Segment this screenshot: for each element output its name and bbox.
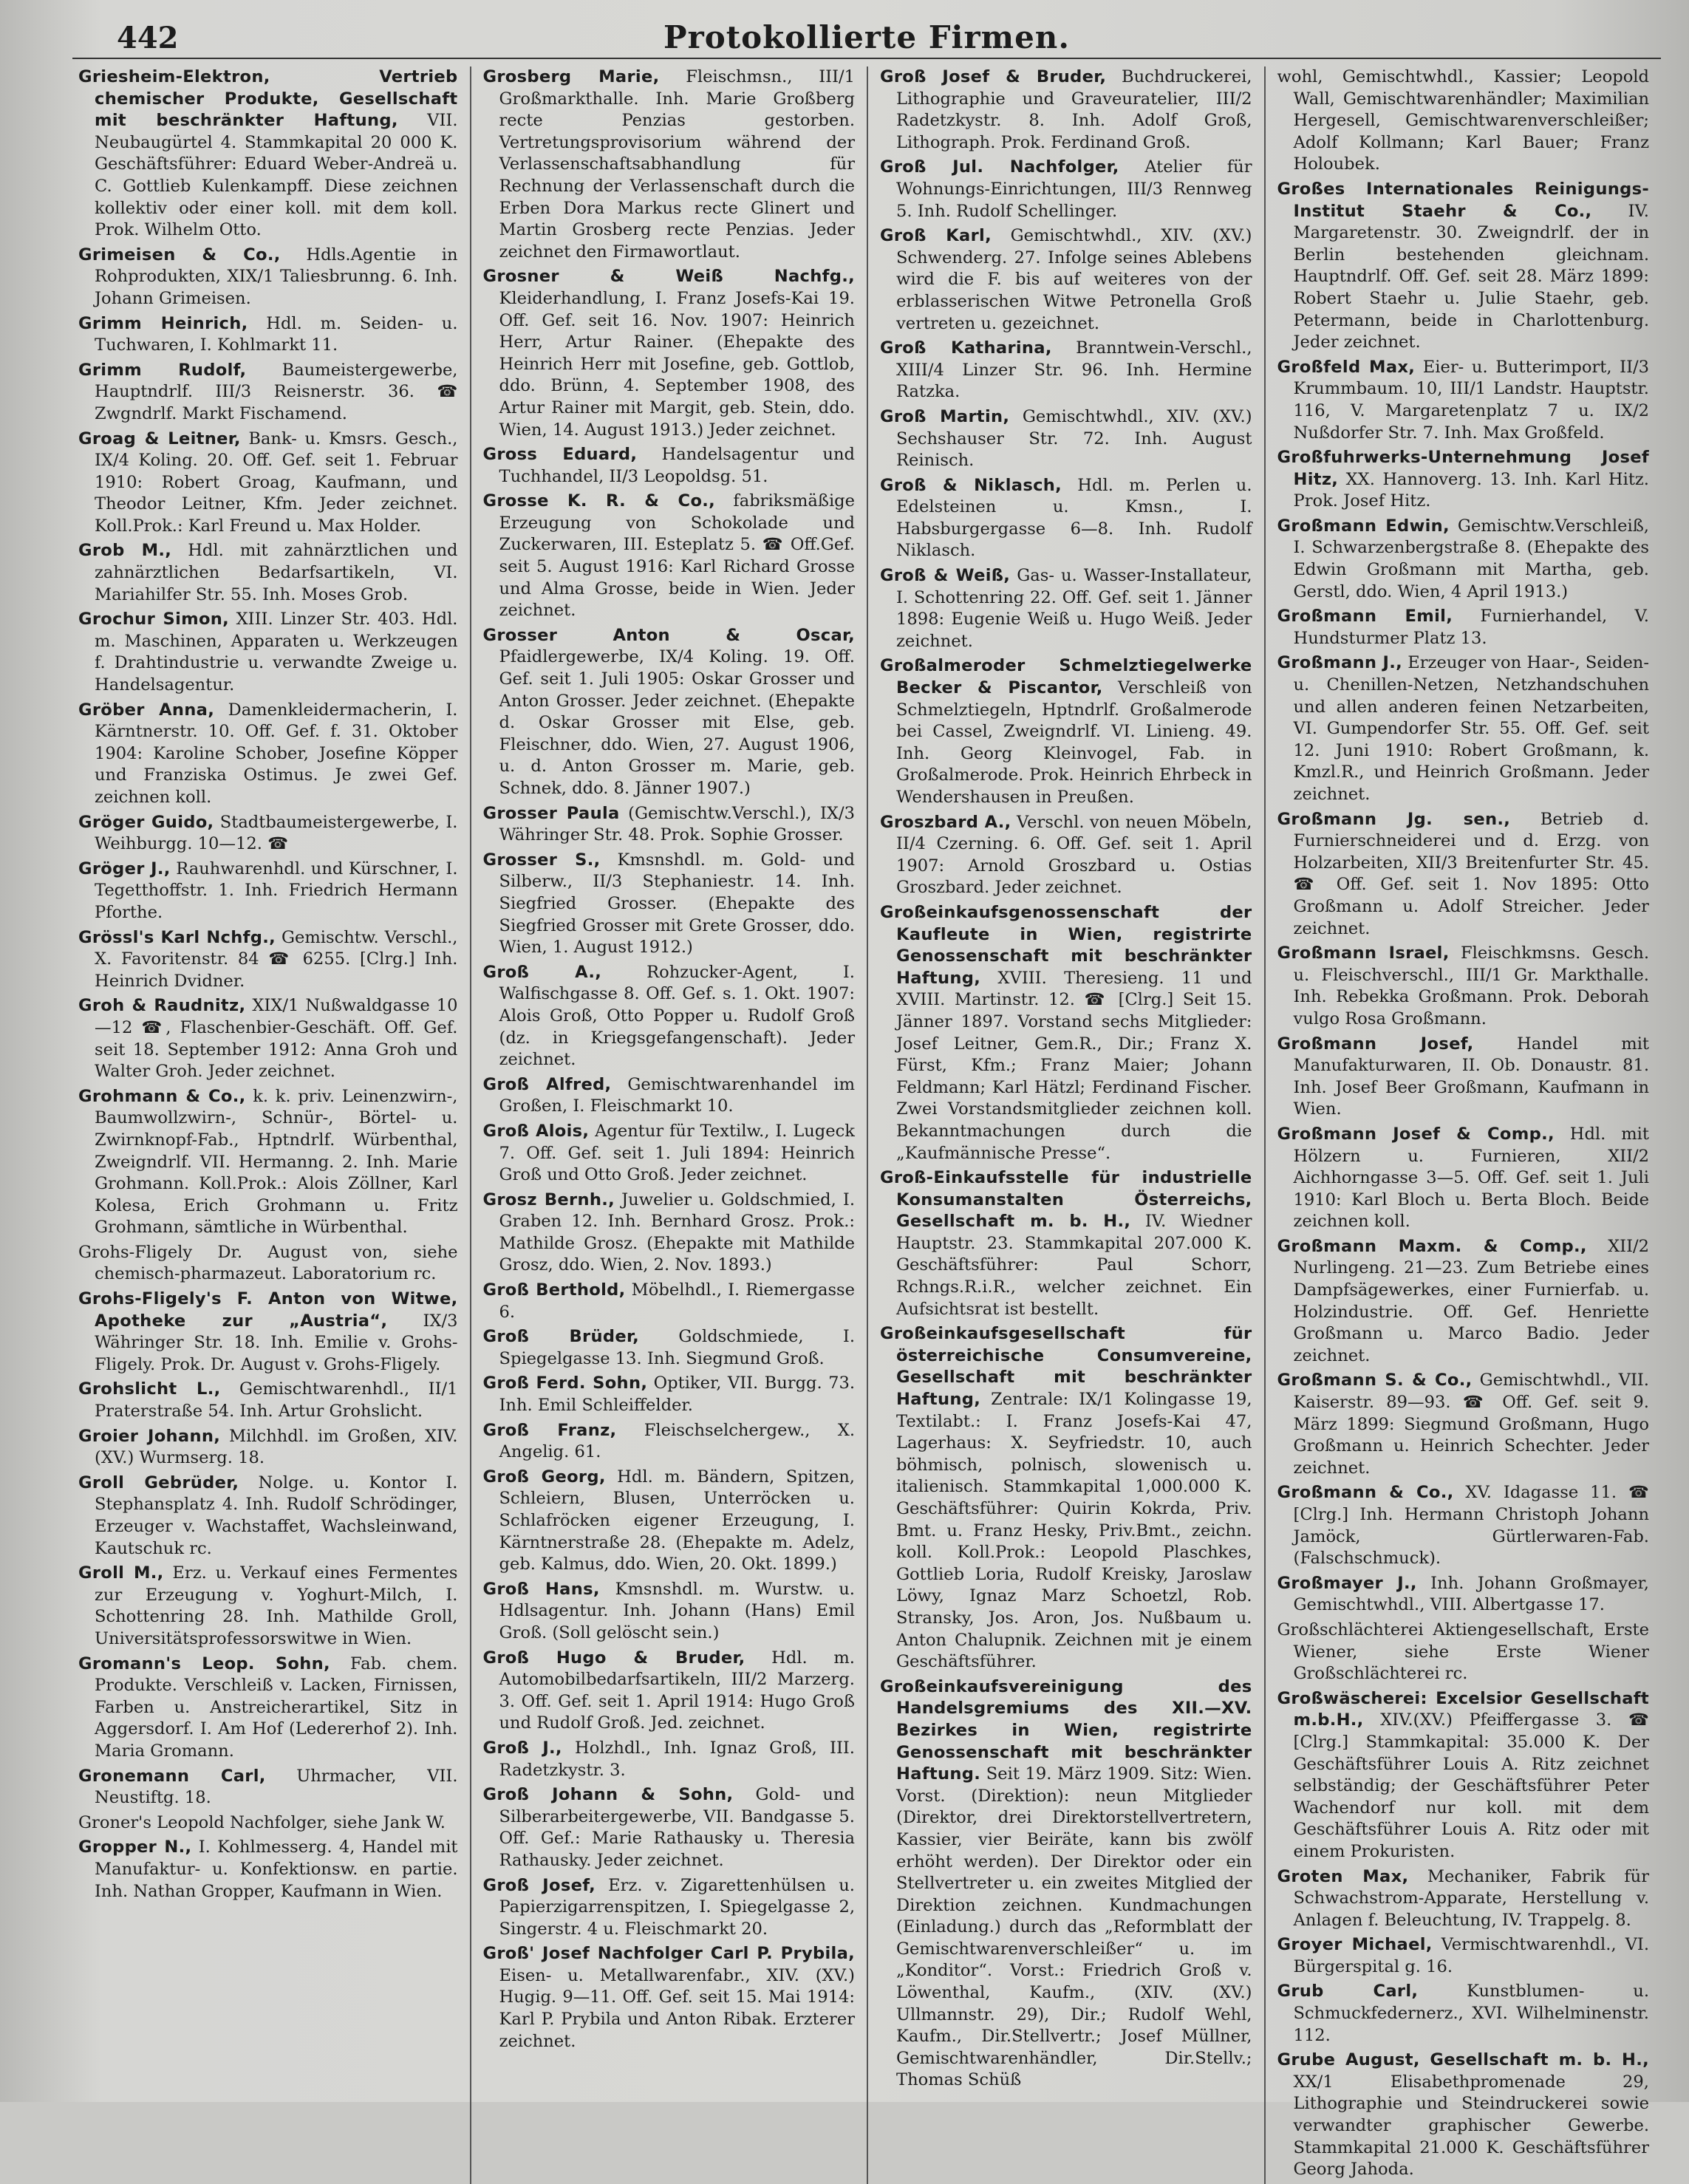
directory-entry xyxy=(1277,1482,1650,1569)
entry-details: Gemischtwhdl., XIV. (XV.) Sechshauser Str. 72. Inh. August Reinisch. xyxy=(896,406,1252,471)
firm-name: Grohslicht L., xyxy=(78,1379,221,1399)
entry-details: Gemischtwarenhdl., II/1 Praterstraße 54. Inh. Artur Grohslicht. xyxy=(95,1379,458,1422)
directory-entry xyxy=(1277,357,1650,444)
entry-details: Erz. u. Verkauf eines Fermentes zur Erzeugung v. Yoghurt-Milch, I. Schottenring 28. Inh. Mathilde Groll, Universitätsprofessorswitwe in Wien. xyxy=(95,1563,458,1648)
columns xyxy=(72,66,1661,2180)
entry-details: Erzeuger von Haar-, Seiden- u. Chenillen-Netzen, Netzhandschuhen und allen anderen feinen Netzarbeiten, VI. Gumpendorfer Str. 55. Off. Gef. seit 12. Juni 1910: Robert Großmann, k. Kmzl.R., und Heinrich Großmann. Jeder zeichnet. xyxy=(1293,653,1649,804)
entry-details: IX/3 Währinger Str. 18. Inh. Emilie v. Grohs-Fligely. Prok. Dr. August v. Grohs-Fligely. xyxy=(95,1311,458,1374)
firm-name: Groß Martin, xyxy=(880,406,1010,426)
directory-entry xyxy=(78,812,458,856)
entry-details: Möbelhdl., I. Riemergasse 6. xyxy=(499,1280,855,1322)
directory-entry xyxy=(78,700,458,809)
entry-details: Kunstblumen- u. Schmuckfedernerz., XVI. Wilhelminenstr. 112. xyxy=(1293,1982,1650,2045)
directory-entry xyxy=(78,1289,458,1376)
entry-details: Kmsnshdl. m. Wurstw. u. Hdlsagentur. Inh. Johann (Hans) Emil Groß. (Soll gelöscht sein.) xyxy=(499,1579,855,1642)
firm-name: Groß Hugo & Bruder, xyxy=(482,1648,745,1668)
directory-entry xyxy=(1277,809,1650,941)
entry-details: Buchdruckerei, Lithographie und Graveuratelier, III/2 Radetzkystr. 8. Inh. Adolf Groß, Lithograph. Prok. Ferdinand Groß. xyxy=(896,67,1252,152)
entry-details: Gemischtwarenhandel im Großen, I. Fleischmarkt 10. xyxy=(499,1074,855,1116)
firm-name: Groier Johann, xyxy=(78,1426,221,1446)
directory-entry xyxy=(483,625,856,800)
entry-details: Betrieb d. Furnierschneiderei und d. Erzg. von Holzarbeiten, XII/3 Breitenfurter Str. 45. ☎ Off. Gef. seit 1. Nov 1895: Otto Großmann u. Adolf Streicher. Jeder zeichnet. xyxy=(1293,809,1649,938)
directory-entry xyxy=(483,803,856,847)
directory-entry xyxy=(483,1121,856,1187)
entry-details: XVIII. Theresieng. 11 und XVIII. Martinstr. 12. ☎ [Clrg.] Seit 15. Jänner 1897. Vorstand sechs Mitglieder: Josef Leitner, Gem.R., Dir.; Franz X. Fürst, Kfm.; Franz Maier; Johann Feldmann; Karl Hätzl; Ferdinand Fischer. Zwei Vorstandsmitglieder zeichnen koll. Bekanntmachungen durch die „Kaufmännische Presse“. xyxy=(896,968,1252,1163)
directory-entry xyxy=(1277,606,1650,649)
entry-details: Uhrmacher, VII. Neustiftg. 18. xyxy=(95,1766,458,1808)
directory-entry xyxy=(880,1167,1252,1320)
directory-entry xyxy=(880,812,1252,899)
entry-details: Groner's Leopold Nachfolger, siehe Jank W. xyxy=(78,1812,446,1832)
entry-details: Hdls.Agentie in Rohprodukten, XIX/1 Taliesbrunng. 6. Inh. Johann Grimeisen. xyxy=(95,245,458,308)
entry-details: Kmsnshdl. m. Gold- und Silberw., II/3 Stephaniestr. 14. Inh. Siegfried Grosser. (Ehepakte des Siegfried Grosser mit Grete Grosser, ddo. Wien, 1. August 1912.) xyxy=(499,850,855,958)
entry-details: XX/1 Elisabethpromenade 29, Lithographie und Steindruckerei sowie verwandter graphischer Gewerbe. Stammkapital 21.000 K. Geschäftsführer Georg Jahoda. xyxy=(1293,2072,1649,2180)
firm-name: Groß Franz, xyxy=(482,1420,617,1440)
entry-details: Gemischtw.Verschleiß, I. Schwarzenbergstraße 8. (Ehepakte des Edwin Großmann mit Martha, geb. Gerstl, ddo. Wien, 4 April 1913.) xyxy=(1293,516,1649,601)
entry-details: XII/2 Nurlingeng. 21—23. Zum Betriebe eines Dampfsägewerkes, einer Furnierfab. u. Holzindustrie. Off. Gef. Henriette Großmann u. Marco Badio. Jeder zeichnet. xyxy=(1293,1236,1649,1365)
directory-entry xyxy=(880,655,1252,808)
directory-entry xyxy=(880,1323,1252,1673)
page-title: Protokollierte Firmen. xyxy=(663,19,1070,55)
firm-name: Groszbard A., xyxy=(880,812,1011,832)
firm-name: Großeinkaufsvereinigung des Handelsgremiums des XII.—XV. Bezirkes in Wien, registrirte Genossenschaft mit beschränkter Haftung. xyxy=(880,1676,1252,1784)
firm-name: Groß Alois, xyxy=(482,1121,590,1141)
entry-details: XV. Idagasse 11. ☎ [Clrg.] Inh. Hermann Christoph Johann Jamöck, Gürtlerwaren-Fab. (Falschschmuck). xyxy=(1293,1483,1650,1569)
entry-details: Hdl. mit Hölzern u. Furnieren, XII/2 Aichhorngasse 3—5. Off. Gef. seit 1. Juli 1910: Karl Bloch u. Berta Bloch. Beide zeichnen koll. xyxy=(1293,1124,1649,1232)
directory-entry xyxy=(483,1280,856,1323)
firm-name: Großmayer J., xyxy=(1277,1573,1417,1593)
firm-name: Großmann & Co., xyxy=(1277,1483,1454,1503)
firm-name: Groß Alfred, xyxy=(482,1074,612,1094)
firm-name: Großfeld Max, xyxy=(1277,357,1416,377)
firm-name: Großmann Emil, xyxy=(1277,607,1453,627)
firm-name: Gröger J., xyxy=(78,859,171,878)
entry-details: Agentur für Textilw., I. Lugeck 7. Off. Gef. seit 1. Juli 1894: Heinrich Groß und Otto Groß. Jeder zeichnet. xyxy=(499,1121,855,1185)
directory-entry xyxy=(483,66,856,263)
entry-details: IV. Wiedner Hauptstr. 23. Stammkapital 207.000 K. Geschäftsführer: Paul Schorr, Rchngs.R.i.R., welcher zeichnet. Ein Aufsichtsrat ist bestellt. xyxy=(896,1212,1252,1319)
firm-name: Grohmann & Co., xyxy=(78,1086,246,1106)
directory-entry xyxy=(78,360,458,426)
entry-details: Erz. v. Zigarettenhülsen u. Papierzigarrenspitzen, I. Spiegelgasse 2, Singerstr. 4 u. Fleischmarkt 20. xyxy=(499,1875,855,1939)
entry-details: XIII. Linzer Str. 403. Hdl. m. Maschinen, Apparaten u. Werkzeugen f. Drahtindustrie u. verwandte Zweige u. Handelsagentur. xyxy=(95,610,458,695)
firm-name: Grimeisen & Co., xyxy=(78,245,281,265)
firm-name: Groll M., xyxy=(78,1563,164,1583)
firm-name: Großmann Jg. sen., xyxy=(1277,809,1511,829)
directory-entry xyxy=(1277,1124,1650,1233)
directory-entry xyxy=(78,66,458,242)
firm-name: Großwäscherei: Excelsior Gesellschaft m.b.H., xyxy=(1277,1688,1649,1730)
directory-entry xyxy=(78,1766,458,1809)
entry-details: Holzhdl., Inh. Ignaz Groß, III. Radetzkystr. 3. xyxy=(499,1738,855,1780)
entry-details: Gemischtwhdl., VII. Kaiserstr. 89—93. ☎ Off. Gef. seit 9. März 1899: Siegmund Großmann, Hugo Großmann u. Heinrich Schechter. Jeder zeichnet. xyxy=(1293,1371,1649,1478)
directory-entry xyxy=(880,157,1252,222)
entry-details: XX. Hannoverg. 13. Inh. Karl Hitz. Prok. Josef Hitz. xyxy=(1293,469,1649,511)
directory-entry xyxy=(880,225,1252,335)
directory-entry xyxy=(1277,1866,1650,1932)
firm-name: Gross Eduard, xyxy=(482,445,638,465)
directory-entry xyxy=(1277,1236,1650,1368)
firm-name: Groh & Raudnitz, xyxy=(78,996,246,1016)
firm-name: Groß Georg, xyxy=(482,1467,606,1487)
directory-entry xyxy=(483,1467,856,1576)
entry-details: Verschl. von neuen Möbeln, II/4 Czerning. 6. Off. Gef. seit 1. April 1907: Arnold Groszbard u. Ostias Groszbard. Jeder zeichnet. xyxy=(896,812,1252,898)
directory-entry xyxy=(78,540,458,606)
directory-entry xyxy=(483,444,856,488)
entry-details: Inh. Johann Großmayer, Gemischtwhdl., VIII. Albertgasse 17. xyxy=(1293,1573,1649,1615)
entry-details: Handel mit Manufakturwaren, II. Ob. Donaustr. 81. Inh. Josef Beer Großmann, Kaufmann in Wien. xyxy=(1293,1034,1649,1119)
directory-entry xyxy=(483,1875,856,1941)
firm-name: Grochur Simon, xyxy=(78,610,230,629)
firm-name: Großmann Josef, xyxy=(1277,1034,1474,1054)
firm-name: Grimm Heinrich, xyxy=(78,313,248,333)
directory-entry xyxy=(880,902,1252,1164)
firm-name: Groß Berthold, xyxy=(482,1280,626,1300)
entry-details: Hdl. m. Automobilbedarfsartikeln, III/2 Marzerg. 3. Off. Gef. seit 1. April 1914: Hugo Groß und Rudolf Groß. Jed. zeichnet. xyxy=(499,1648,855,1733)
directory-entry xyxy=(1277,516,1650,603)
entry-details: (Gemischtw.Verschl.), IX/3 Währinger Str. 48. Prok. Sophie Grosser. xyxy=(499,803,855,845)
firm-name: Grub Carl, xyxy=(1277,1982,1419,2002)
column-3 xyxy=(867,66,1264,2184)
entry-details: Vermischtwarenhdl., VI. Bürgerspital g. 16. xyxy=(1293,1935,1649,1976)
directory-entry xyxy=(483,850,856,959)
directory-entry xyxy=(78,1654,458,1763)
directory-entry xyxy=(78,1473,458,1560)
directory-entry xyxy=(78,245,458,310)
directory-entry xyxy=(880,406,1252,472)
firm-name: Grube August, Gesellschaft m. b. H., xyxy=(1277,2050,1649,2070)
entry-details: Zentrale: IX/1 Kolingasse 19, Textilabt.: I. Franz Josefs-Kai 47, Lagerhaus: X. Seyfriedstr. 10, auch böhmisch, polnisch, slowenisch u. italienisch. Stammkapital 1,000.000 K. Geschäftsführer: Quirin Kokrda, Priv. Bmt. u. Franz Hesky, Priv.Bmt., zeichn. koll. Koll.Prok.: Leopold Plaschkes, Gottlieb Loria, Rudolf Kreisky, Jaroslaw Löwy, Ignaz Marz Schoetzl, Rob. Stransky, Jos. Aron, Jos. Nußbaum u. Anton Chalupnik. Zeichnen mit je einem Geschäftsführer. xyxy=(896,1390,1252,1672)
directory-entry xyxy=(483,1373,856,1416)
firm-name: Großmann Edwin, xyxy=(1277,516,1450,536)
entry-details: Rauhwarenhdl. und Kürschner, I. Tegetthoffstr. 1. Inh. Friedrich Hermann Pforthe. xyxy=(95,859,458,922)
entry-details: Nolge. u. Kontor I. Stephansplatz 4. Inh. Rudolf Schrödinger, Erzeuger v. Wachstaffet, Wachsleinwand, Kautschuk rc. xyxy=(95,1473,458,1558)
entry-details: Großschlächterei Aktiengesellschaft, Erste Wiener, siehe Erste Wiener Großschlächterei rc. xyxy=(1277,1620,1649,1684)
entry-details: Pfaidlergewerbe, IX/4 Koling. 19. Off. Gef. seit 1. Juli 1905: Oskar Grosser und Anton Grosser. Jeder zeichnet. (Ehepakte d. Oskar Grosser mit Else, geb. Fleischner, ddo. Wien, 27. August 1906, u. d. Anton Grosser m. Marie, geb. Schnek, ddo. 8. Jänner 1907.) xyxy=(499,647,855,798)
directory-entry xyxy=(1277,1573,1650,1617)
firm-name: Großmann S. & Co., xyxy=(1277,1371,1473,1390)
directory-entry xyxy=(483,1784,856,1871)
firm-name: Grob M., xyxy=(78,541,172,561)
directory-entry xyxy=(78,1812,458,1835)
firm-name: Grosse K. R. & Co., xyxy=(482,491,716,511)
firm-name: Gröber Anna, xyxy=(78,700,215,720)
entry-details: Gas- u. Wasser-Installateur, I. Schottenring 22. Off. Gef. seit 1. Jänner 1898: Eugenie Weiß u. Hugo Weiß. Jeder zeichnet. xyxy=(896,566,1252,651)
firm-name: Groß Katharina, xyxy=(880,338,1052,358)
firm-name: Großfuhrwerks-Unternehmung Josef Hitz, xyxy=(1277,448,1649,489)
entry-details: Eisen- u. Metallwarenfabr., XIV. (XV.) Hugig. 9—11. Off. Gef. seit 15. Mai 1914: Karl P. Prybila und Anton Ribak. Erzterer zeichnet. xyxy=(499,1965,855,2051)
entry-details: Hdl. m. Perlen u. Edelsteinen u. Kmsn., I. Habsburgergasse 6—8. Inh. Rudolf Niklasch. xyxy=(896,475,1252,561)
firm-name: Groß A., xyxy=(482,962,602,982)
firm-name: Grosz Bernh., xyxy=(482,1190,615,1209)
firm-name: Grosser Paula xyxy=(482,803,620,823)
entry-details: Verschleiß von Schmelztiegeln, Hptndrlf. Großalmerode bei Cassel, Zweigndrlf. VI. Linieng. 49. Inh. Georg Kleinvogel, Fab. in Großalmerode. Prok. Heinrich Ehrbeck in Wendershausen in Preußen. xyxy=(896,678,1252,807)
entry-details: fabriksmäßige Erzeugung von Schokolade und Zuckerwaren, III. Esteplatz 5. ☎ Off.Gef. seit 5. August 1916: Karl Richard Grosse und Alma Grosse, beide in Wien. Jeder zeichnet. xyxy=(499,491,856,621)
column-1 xyxy=(72,66,470,2184)
directory-entry xyxy=(78,313,458,357)
firm-name: Großeinkaufsgenossenschaft der Kaufleute in Wien, registrirte Genossenschaft mit beschränkter Haftung, xyxy=(880,902,1252,988)
entry-details: Atelier für Wohnungs-Einrichtungen, III/3 Rennweg 5. Inh. Rudolf Schellinger. xyxy=(896,157,1252,221)
firm-name: Großmann J., xyxy=(1277,653,1403,673)
firm-name: Grohs-Fligely's F. Anton von Witwe, Apotheke zur „Austria“, xyxy=(78,1289,458,1331)
directory-entry xyxy=(1277,2050,1650,2181)
firm-name: Großes Internationales Reinigungs-Institut Staehr & Co., xyxy=(1277,179,1649,221)
firm-name: Groag & Leitner, xyxy=(78,429,241,448)
firm-name: Gropper N., xyxy=(78,1837,192,1857)
directory-entry xyxy=(483,1648,856,1735)
directory-entry xyxy=(880,66,1252,154)
firm-name: Groß Brüder, xyxy=(482,1327,639,1347)
firm-name: Grosberg Marie, xyxy=(482,67,660,86)
firm-name: Grosner & Weiß Nachfg., xyxy=(482,267,855,287)
directory-entry xyxy=(1277,1620,1650,1685)
column-2 xyxy=(470,66,867,2184)
entry-details: wohl, Gemischtwhdl., Kassier; Leopold Wall, Gemischtwarenhändler; Maximilian Hergesell, Gemischtwarenverschleißer; Adolf Kollmann; Karl Bauer; Franz Holoubek. xyxy=(1277,67,1649,174)
entry-details: Gold- und Silberarbeitergewerbe, VII. Bandgasse 5. Off. Gef.: Marie Rathausky u. Theresia Rathausky. Jeder zeichnet. xyxy=(499,1785,855,1870)
directory-entry xyxy=(1277,66,1650,176)
firm-name: Groß Jul. Nachfolger, xyxy=(880,157,1119,177)
firm-name: Groß Ferd. Sohn, xyxy=(482,1373,648,1393)
entry-details: Grohs-Fligely Dr. August von, siehe chemisch-pharmazeut. Laboratorium rc. xyxy=(78,1242,458,1284)
entry-details: Mechaniker, Fabrik für Schwachstrom-Apparate, Herstellung v. Anlagen f. Beleuchtung, IV. Trappelg. 8. xyxy=(1293,1866,1649,1930)
entry-details: Bank- u. Kmsrs. Gesch., IX/4 Koling. 20. Off. Gef. seit 1. Februar 1910: Robert Groag, Kaufmann, und Theodor Leitner, Kfm. Jeder zeichnet. Koll.Prok.: Karl Freund u. Max Holder. xyxy=(95,429,458,536)
firm-name: Großmann Israel, xyxy=(1277,943,1450,963)
directory-entry xyxy=(1277,652,1650,805)
directory-entry xyxy=(880,338,1252,403)
firm-name: Großeinkaufsgesellschaft für österreichische Consumvereine, Gesellschaft mit beschränkter Haftung, xyxy=(880,1324,1252,1410)
directory-entry xyxy=(483,1074,856,1118)
firm-name: Groß Karl, xyxy=(880,226,992,246)
entry-details: XIX/1 Nußwaldgasse 10—12 ☎, Flaschenbier-Geschäft. Off. Gef. seit 18. September 1912: Anna Groh und Walter Groh. Jeder zeichnet. xyxy=(95,996,458,1082)
entry-details: Fab. chem. Produkte. Verschleiß v. Lacken, Firnissen, Farben u. Anstreicherartikel, Sitz in Aggersdorf. I. Am Hof (Ledererhof 2). Inh. Maria Gromann. xyxy=(95,1654,458,1761)
entry-details: Gemischtw. Verschl., X. Favoritenstr. 84 ☎ 6255. [Clrg.] Inh. Heinrich Dvidner. xyxy=(95,927,458,991)
entry-details: VII. Neubaugürtel 4. Stammkapital 20 000 K. Geschäftsführer: Eduard Weber-Andreä u. C. Gottlieb Kulenkampff. Diese zeichnen kollektiv oder einer koll. mit dem koll. Prok. Wilhelm Otto. xyxy=(95,111,458,240)
directory-entry xyxy=(483,962,856,1071)
entry-details: Rohzucker-Agent, I. Walfischgasse 8. Off. Gef. s. 1. Okt. 1907: Alois Groß, Otto Popper u. Rudolf Groß (dz. in Kriegsgefangenschaft). Jeder zeichnet. xyxy=(499,962,855,1070)
firm-name: Groyer Michael, xyxy=(1277,1935,1433,1955)
entry-details: Hdl. mit zahnärztlichen und zahnärztlichen Bedarfsartikeln, VI. Mariahilfer Str. 55. Inh. Moses Grob. xyxy=(95,541,458,604)
firm-name: Grimm Rudolf, xyxy=(78,360,247,380)
directory-entry xyxy=(78,1086,458,1239)
firm-name: Groß J., xyxy=(482,1738,562,1758)
directory-entry xyxy=(78,1379,458,1422)
directory-entry xyxy=(483,266,856,441)
firm-name: Grosser Anton & Oscar, xyxy=(482,625,855,645)
firm-name: Gromann's Leop. Sohn, xyxy=(78,1654,330,1673)
directory-entry xyxy=(483,491,856,622)
entry-details: Hdl. m. Bändern, Spitzen, Schleiern, Blusen, Unterröcken u. Schlafröcken eigener Erzeugung, I. Kärntnerstraße 28. (Ehepakte m. Adelz, geb. Kalmus, ddo. Wien, 20. Okt. 1899.) xyxy=(499,1467,855,1574)
entry-details: Goldschmiede, I. Spiegelgasse 13. Inh. Siegmund Groß. xyxy=(499,1327,855,1368)
directory-entry xyxy=(1277,179,1650,354)
entry-details: Fleischkmsns. Gesch. u. Fleischverschl., III/1 Gr. Markthalle. Inh. Rebekka Großmann. Prok. Deborah vulgo Rosa Großmann. xyxy=(1293,943,1650,1028)
firm-name: Grössl's Karl Nchfg., xyxy=(78,927,276,947)
directory-entry xyxy=(78,429,458,538)
entry-details: IV. Margaretenstr. 30. Zweigndrlf. der in Berlin bestehenden gleichnam. Hauptndrlf. Off. Gef. seit 28. März 1899: Robert Staehr u. Julie Staehr, geb. Petermann, beide in Charlottenburg. Jeder zeichnet. xyxy=(1293,201,1649,352)
firm-name: Gröger Guido, xyxy=(78,812,214,832)
firm-name: Grosser S., xyxy=(482,850,601,870)
entry-details: Seit 19. März 1909. Sitz: Wien. Vorst. (Direktion): neun Mitglieder (Direktor, drei Direktorstellvertretern, Kassier, vier Beiräte, kann bis zwölf erhöht werden). Der Direktor oder ein Stellvertreter u. ein zweites Mitglied der Direktion zeichnen. Kundmachungen (Einladung.) durch das „Reformblatt der Gemischtwarenverschleißer“ u. im „Konditor“. Vorst.: Friedrich Groß v. Löwenthal, Kaufm., (XIV. (XV.) Ullmannstr. 29), Dir.; Rudolf Wehl, Kaufm., Dir.Stellvertr.; Josef Müllner, Gemischtwarenhändler, Dir.Stellv.; Thomas Schüß xyxy=(896,1764,1252,2090)
directory-entry xyxy=(483,1326,856,1370)
directory-entry xyxy=(1277,1034,1650,1121)
firm-name: Großmann Maxm. & Comp., xyxy=(1277,1236,1587,1256)
firm-name: Groß Josef, xyxy=(482,1875,596,1895)
directory-entry xyxy=(78,1242,458,1286)
directory-entry xyxy=(483,1943,856,2052)
directory-entry xyxy=(1277,447,1650,513)
firm-name: Groß & Niklasch, xyxy=(880,475,1062,495)
entry-details: I. Kohlmesserg. 4, Handel mit Manufaktur- u. Konfektionsw. en partie. Inh. Nathan Gropper, Kaufmann in Wien. xyxy=(95,1837,458,1901)
entry-details: Handelsagentur und Tuchhandel, II/3 Leopoldsg. 51. xyxy=(499,445,855,486)
firm-name: Groten Max, xyxy=(1277,1866,1409,1886)
entry-details: Hdl. m. Seiden- u. Tuchwaren, I. Kohlmarkt 11. xyxy=(95,313,458,355)
entry-details: Fleischmsn., III/1 Großmarkthalle. Inh. Marie Großberg recte Penzias gestorben. Vertretungsprovisorium während der Verlassenschaftsabhandlung für Rechnung der Verlassenschaft durch die Erben Dora Markus recte Glinert und Martin Grosberg recte Penzias. Jeder zeichnet den Firmawortlaut. xyxy=(499,67,856,262)
directory-entry xyxy=(483,1190,856,1277)
entry-details: Stadtbaumeistergewerbe, I. Weihburgg. 10—12. ☎ xyxy=(95,812,458,854)
directory-entry xyxy=(1277,1688,1650,1863)
entry-details: Branntwein-Verschl., XIII/4 Linzer Str. 96. Inh. Hermine Ratzka. xyxy=(896,338,1252,402)
entry-details: Gemischtwhdl., XIV. (XV.) Schwenderg. 27. Infolge seines Ablebens wird die F. bis auf weiteres von der erblasserischen Witwe Petronella Groß vertreten u. gezeichnet. xyxy=(896,226,1252,333)
directory-entry xyxy=(78,1426,458,1470)
firm-name: Groll Gebrüder, xyxy=(78,1473,239,1492)
entry-details: Damenkleidermacherin, I. Kärntnerstr. 10. Off. Gef. f. 31. Oktober 1904: Karoline Schober, Josefine Köpper und Franziska Ostimus. Je zwei Gef. zeichnen koll. xyxy=(95,700,458,807)
entry-details: Furnierhandel, V. Hundsturmer Platz 13. xyxy=(1293,607,1649,648)
entry-details: Milchhdl. im Großen, XIV. (XV.) Wurmserg. 18. xyxy=(95,1426,458,1468)
firm-name: Groß Hans, xyxy=(482,1579,600,1599)
firm-name: Großmann Josef & Comp., xyxy=(1277,1124,1555,1144)
entry-details: Eier- u. Butterimport, II/3 Krummbaum. 10, III/1 Landstr. Hauptstr. 116, V. Margaretenplatz 7 u. IX/2 Nußdorfer Str. 7. Inh. Max Großfeld. xyxy=(1293,357,1650,443)
entry-details: Optiker, VII. Burgg. 73. Inh. Emil Schleiffelder. xyxy=(499,1373,856,1416)
directory-entry xyxy=(880,475,1252,562)
entry-details: Baumeistergewerbe, Hauptndrlf. III/3 Reisnerstr. 36. ☎ Zwgndrlf. Markt Fischamend. xyxy=(95,360,458,423)
firm-name: Groß Josef & Bruder, xyxy=(880,67,1107,86)
firm-name: Groß & Weiß, xyxy=(880,566,1011,586)
directory-entry xyxy=(78,859,458,924)
directory-entry xyxy=(78,1837,458,1903)
entry-details: XIV.(XV.) Pfeiffergasse 3. ☎ [Clrg.] Stammkapital: 35.000 K. Der Geschäftsführer Louis A. Ritz zeichnet selbständig; der Geschäftsführer Peter Wachendorf nur koll. mit dem Geschäftsführer Louis A. Ritz oder mit einem Prokuristen. xyxy=(1293,1710,1649,1861)
directory-entry xyxy=(483,1420,856,1464)
directory-entry xyxy=(78,995,458,1082)
directory-entry xyxy=(1277,1934,1650,1978)
column-4 xyxy=(1264,66,1662,2184)
directory-entry xyxy=(78,927,458,993)
entry-details: Fleischselchergew., X. Angelig. 61. xyxy=(499,1420,856,1462)
directory-entry xyxy=(483,1579,856,1645)
directory-entry xyxy=(483,1738,856,1781)
entry-details: Kleiderhandlung, I. Franz Josefs-Kai 19. Off. Gef. seit 16. Nov. 1907: Heinrich Herr, Artur Rainer. (Ehepakte des Heinrich Herr mit Josefine, geb. Gottlob, ddo. Brünn, 4. September 1908, des Artur Rainer mit Margit, geb. Stein, ddo. Wien, 14. August 1913.) Jeder zeichnet. xyxy=(499,288,855,440)
entry-details: Juwelier u. Goldschmied, I. Graben 12. Inh. Bernhard Grosz. Prok.: Mathilde Grosz. (Ehepakte mit Mathilde Grosz, ddo. Wien, 2. Nov. 1893.) xyxy=(499,1190,855,1275)
directory-entry xyxy=(1277,1370,1650,1479)
directory-entry xyxy=(78,1563,458,1650)
firm-name: Groß Johann & Sohn, xyxy=(482,1785,734,1805)
directory-entry xyxy=(880,1676,1252,2092)
page-header xyxy=(72,16,1661,59)
entry-details: k. k. priv. Leinenzwirn-, Baumwollzwirn-, Schnür-, Börtel- u. Zwirnknopf-Fab., Hptndrlf. Würbenthal, Zweigndrlf. VII. Hermanng. 2. Inh. Marie Grohmann. Koll.Prok.: Alois Zöllner, Karl Kolesa, Erich Grohmann u. Fritz Grohmann, sämtliche in Würbenthal. xyxy=(95,1086,458,1238)
directory-entry xyxy=(1277,943,1650,1030)
page-number: 442 xyxy=(117,21,179,55)
directory-entry xyxy=(78,609,458,696)
firm-name: Groß' Josef Nachfolger Carl P. Prybila, xyxy=(482,1944,855,1964)
directory-entry xyxy=(1277,1981,1650,2047)
directory-entry xyxy=(880,565,1252,652)
firm-name: Griesheim-Elektron, Vertrieb chemischer Produkte, Gesellschaft mit beschränkter Haftung, xyxy=(78,67,458,131)
firm-name: Gronemann Carl, xyxy=(78,1766,266,1786)
firm-name: Großalmeroder Schmelztiegelwerke Becker & Piscantor, xyxy=(880,656,1252,698)
firm-name: Groß-Einkaufsstelle für industrielle Konsumanstalten Österreichs, Gesellschaft m. b. H., xyxy=(880,1168,1252,1232)
